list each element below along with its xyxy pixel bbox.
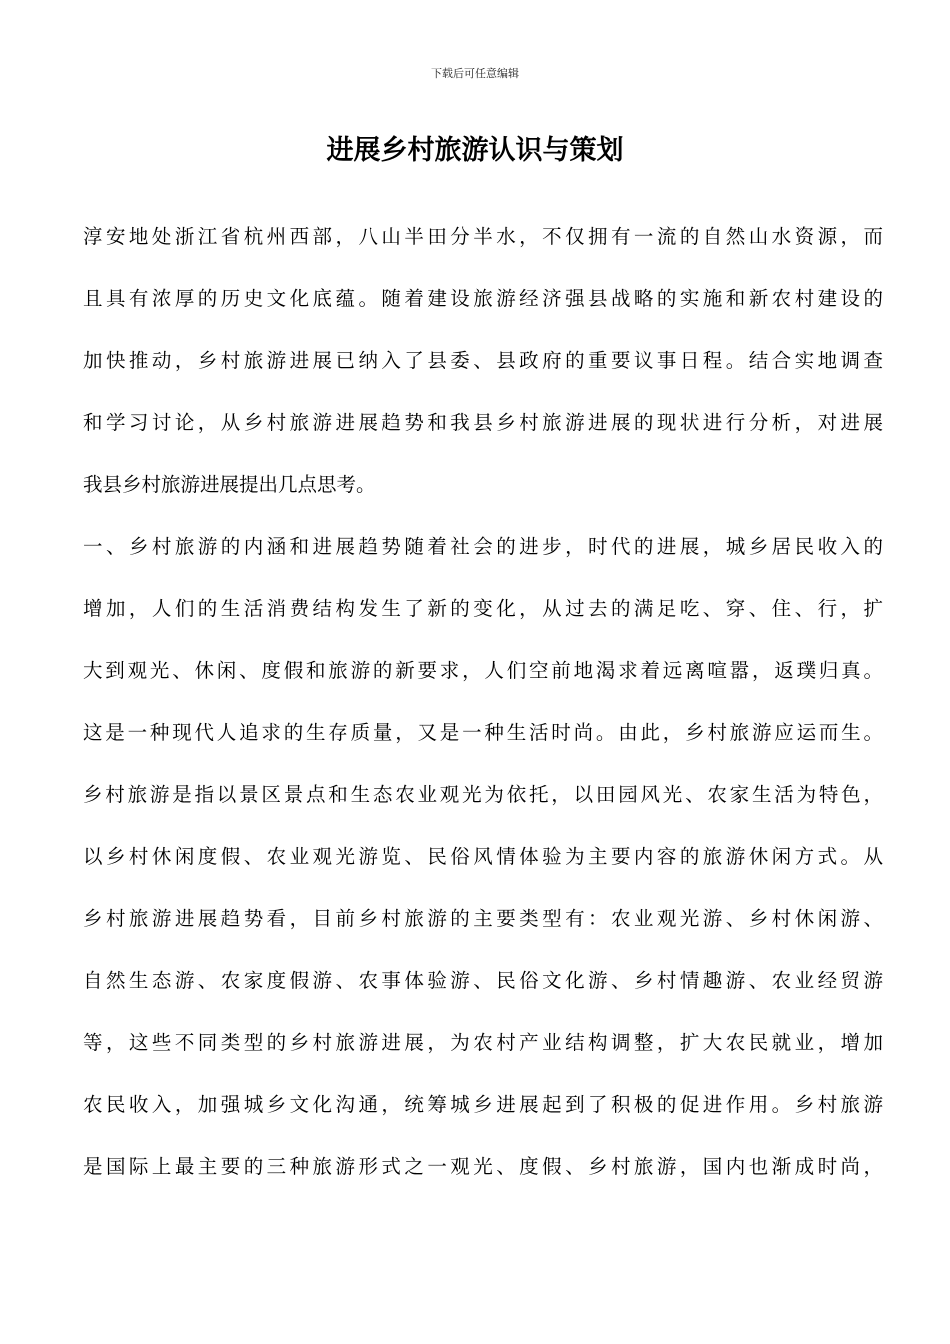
document-body (83, 216, 883, 1208)
body-line: 是国际上最主要的三种旅游形式之一观光、度假、乡村旅游，国内也渐成时尚， (83, 1155, 883, 1178)
body-line: 增加，人们的生活消费结构发生了新的变化，从过去的满足吃、穿、住、行，扩 (83, 597, 883, 620)
body-line: 这是一种现代人追求的生存质量，又是一种生活时尚。由此，乡村旅游应运而生。 (83, 721, 883, 744)
body-line: 大到观光、休闲、度假和旅游的新要求，人们空前地渴求着远离喧嚣，返璞归真。 (83, 659, 883, 682)
body-line: 且具有浓厚的历史文化底蕴。随着建设旅游经济强县战略的实施和新农村建设的 (83, 287, 883, 310)
body-line: 自然生态游、农家度假游、农事体验游、民俗文化游、乡村情趣游、农业经贸游 (83, 969, 883, 992)
body-line: 加快推动，乡村旅游进展已纳入了县委、县政府的重要议事日程。结合实地调查 (83, 349, 883, 372)
body-line: 以乡村休闲度假、农业观光游览、民俗风情体验为主要内容的旅游休闲方式。从 (83, 845, 883, 868)
body-line: 农民收入，加强城乡文化沟通，统筹城乡进展起到了积极的促进作用。乡村旅游 (83, 1093, 883, 1116)
body-line: 乡村旅游进展趋势看，目前乡村旅游的主要类型有：农业观光游、乡村休闲游、 (83, 907, 883, 930)
document-title: 进展乡村旅游认识与策划 (326, 135, 624, 166)
body-line: 一、乡村旅游的内涵和进展趋势随着社会的进步，时代的进展，城乡居民收入的 (83, 535, 883, 558)
body-line: 我县乡村旅游进展提出几点思考。 (83, 473, 376, 496)
header-note: 下载后可任意编辑 (431, 67, 519, 80)
body-line: 和学习讨论，从乡村旅游进展趋势和我县乡村旅游进展的现状进行分析，对进展 (83, 411, 883, 434)
body-line: 淳安地处浙江省杭州西部，八山半田分半水，不仅拥有一流的自然山水资源，而 (83, 225, 883, 248)
body-line: 等，这些不同类型的乡村旅游进展，为农村产业结构调整，扩大农民就业，增加 (83, 1031, 883, 1054)
body-line: 乡村旅游是指以景区景点和生态农业观光为依托，以田园风光、农家生活为特色， (83, 783, 883, 806)
